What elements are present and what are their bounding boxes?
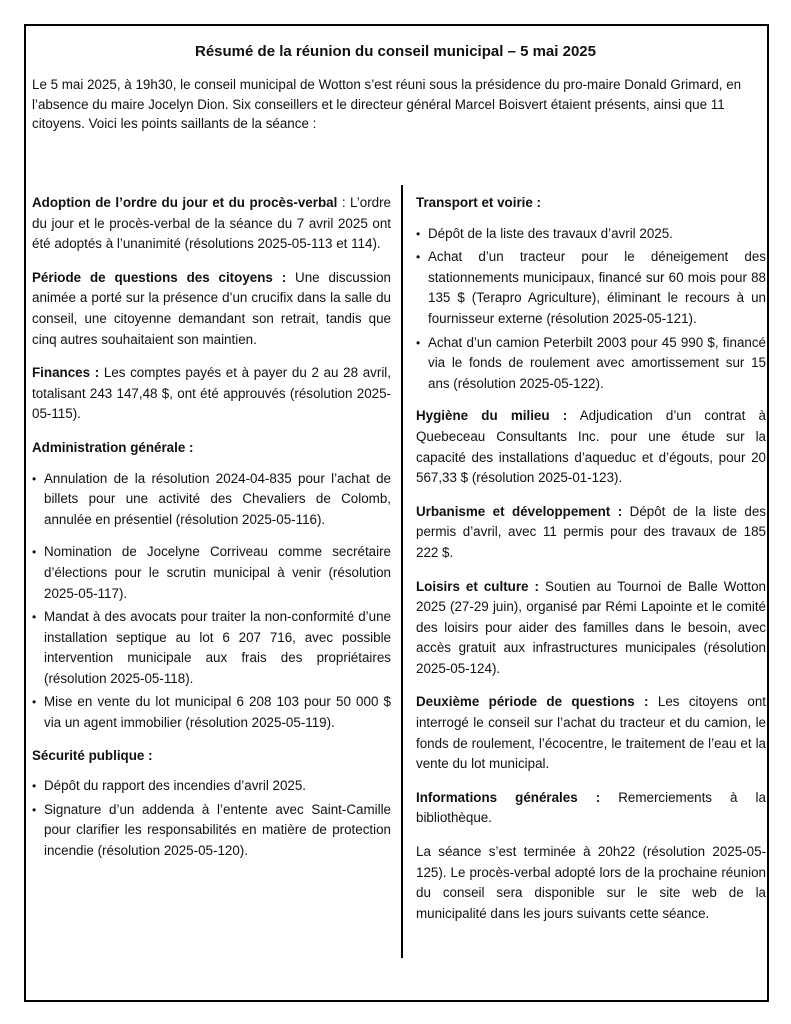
left-column xyxy=(32,193,391,874)
section-informations xyxy=(416,788,766,829)
intro-paragraph: Le 5 mai 2025, à 19h30, le conseil municipal de Wotton s’est réuni sous la présidence du pro-maire Donald Grimard, en l’absence du maire Jocelyn Dion. Six conseillers et le directeur général Marcel Boisvert étaient présents, ainsi que 11 citoyens. Voici les points saillants de la séance : xyxy=(32,77,742,131)
section-text: Les comptes payés et à payer du 2 au 28 avril, totalisant 243 147,48 $, ont été approuvés (résolution 2025-05-115). xyxy=(32,365,391,422)
bullet-icon: • xyxy=(32,802,37,817)
securite-list xyxy=(32,776,391,861)
section-heading: Loisirs et culture : xyxy=(416,578,539,594)
section-transport-heading: Transport et voirie : xyxy=(416,195,542,210)
section-adoption xyxy=(32,193,391,255)
list-item: • Mandat à des avocats pour traiter la non-conformité d’une installation septique au lot 6 207 716, avec possible intervention municipale aux frais des propriétaires (résolution 2025-05-118). xyxy=(32,609,391,686)
section-heading: Période de questions des citoyens : xyxy=(32,269,287,285)
list-item: • Dépôt de la liste des travaux d’avril 2025. xyxy=(416,224,766,245)
section-heading: Hygiène du milieu : xyxy=(416,408,568,424)
list-item: • Achat d’un camion Peterbilt 2003 pour 45 990 $, financé via le fonds de roulement avec amortissement sur 15 ans (résolution 2025-05-122). xyxy=(416,334,766,391)
section-finances xyxy=(32,363,391,425)
bullet-icon: • xyxy=(416,250,421,265)
list-item: • Achat d’un tracteur pour le déneigement des stationnements municipaux, financé sur 60 mois pour 88 135 $ (Terapro Agriculture), éliminant le recours à un fournisseur externe (résolution 2025-05-121). xyxy=(416,249,766,326)
section-text: Remerciements à la bibliothèque. xyxy=(416,789,766,826)
bullet-icon: • xyxy=(416,226,421,241)
section-heading: Finances : xyxy=(32,365,100,381)
section-administration-heading: Administration générale : xyxy=(32,439,194,455)
closing-paragraph: La séance s’est terminée à 20h22 (résolution 2025-05-125). Le procès-verbal adopté lors de la prochaine réunion du conseil sera disponible sur le site web de la municipalité dans les jours suivants cette séance. xyxy=(416,844,766,921)
list-item: • Mise en vente du lot municipal 6 208 103 pour 50 000 $ via un agent immobilier (résolution 2025-05-119). xyxy=(32,694,391,731)
section-urbanisme xyxy=(416,502,766,564)
section-text: Soutien au Tournoi de Balle Wotton 2025 (27-29 juin), organisé par Rémi Lapointe et le comité des loisirs pour aider des familles dans le besoin, avec accès gratuit aux infrastructures municipales (résolution 2025-05-124). xyxy=(416,578,766,676)
list-item: • Signature d’un addenda à l’entente avec Saint-Camille pour clarifier les responsabilités en matière de protection incendie (résolution 2025-05-120). xyxy=(32,801,391,859)
bullet-icon: • xyxy=(32,471,37,486)
column-divider xyxy=(401,185,403,958)
list-item: • Dépôt du rapport des incendies d’avril 2025. xyxy=(32,776,391,797)
section-heading: Urbanisme et développement : xyxy=(416,503,623,519)
transport-list xyxy=(416,224,766,395)
bullet-icon: • xyxy=(416,335,421,350)
section-heading: Informations générales : xyxy=(416,789,601,805)
section-heading: Adoption de l’ordre du jour et du procès-verbal xyxy=(32,195,338,210)
right-column xyxy=(416,193,766,937)
section-loisirs xyxy=(416,577,766,680)
section-heading: Deuxième période de questions : xyxy=(416,694,649,710)
section-deuxieme-questions xyxy=(416,692,766,774)
section-hygiene xyxy=(416,406,766,488)
bullet-icon: • xyxy=(32,779,37,794)
section-securite-heading: Sécurité publique : xyxy=(32,747,153,763)
section-text: Adjudication d’un contrat à Quebeceau Consultants Inc. pour une étude sur la capacité des installations d’aqueduc et d’égouts, pour 20 567,33 $ (résolution 2025-01-123). xyxy=(416,408,766,486)
section-text: Une discussion animée a porté sur la présence d’un crucifix dans la salle du conseil, une citoyenne demandant son retrait, tandis que cinq autres souhaitaient son maintien. xyxy=(32,269,391,347)
section-questions xyxy=(32,268,391,350)
section-text: Dépôt de la liste des permis d’avril, avec 11 permis pour des travaux de 185 222 $. xyxy=(416,503,766,560)
section-text: : L’ordre du jour et le procès-verbal de la séance du 7 avril 2025 ont été adoptés à l’unanimité (résolutions 2025-05-113 et 114). xyxy=(32,195,392,252)
administration-list xyxy=(32,469,391,734)
page-title: Résumé de la réunion du conseil municipal – 5 mai 2025 xyxy=(195,43,596,60)
bullet-icon: • xyxy=(32,695,37,710)
bullet-icon: • xyxy=(32,545,37,560)
section-text: Les citoyens ont interrogé le conseil sur l’achat du tracteur et du camion, le fonds de roulement, l’écocentre, le traitement de l’eau et la vente du lot municipal. xyxy=(416,694,766,772)
list-item: • Annulation de la résolution 2024-04-835 pour l’achat de billets pour une activité des Chevaliers de Colomb, annulée en présentiel (résolution 2025-05-116). xyxy=(32,470,391,527)
bullet-icon: • xyxy=(32,610,37,625)
list-item: • Nomination de Jocelyne Corriveau comme secrétaire d’élections pour le scrutin municipal à venir (résolution 2025-05-117). xyxy=(32,544,391,601)
